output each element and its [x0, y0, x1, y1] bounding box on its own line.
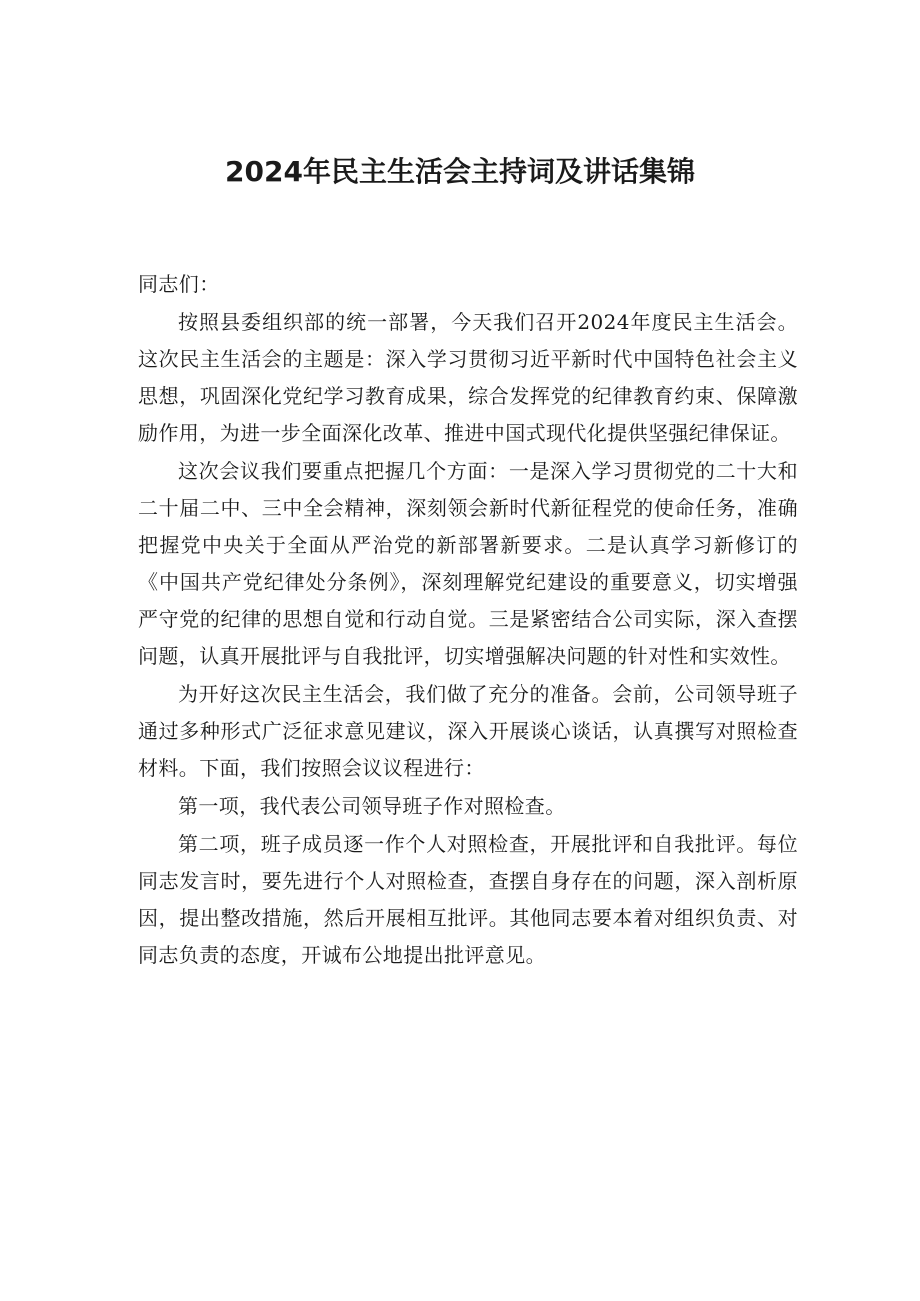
paragraph-key-points: 这次会议我们要重点把握几个方面：一是深入学习贯彻党的二十大和二十届二中、三中全会精神，深刻领会新时代新征程党的使命任务，准确把握党中央关于全面从严治党的新部署新要求。二是认真学习新修订的《中国共产党纪律处分条例》，深刻理解党纪建设的重要意义，切实增强严守党的纪律的思想自觉和行动自觉。三是紧密结合公司实际，深入查摆问题，认真开展批评与自我批评，切实增强解决问题的针对性和实效性。 — [138, 459, 798, 668]
salutation: 同志们： — [138, 272, 220, 296]
paragraph-meeting-theme: 按照县委组织部的统一部署，今天我们召开2024年度民主生活会。这次民主生活会的主题是：深入学习贯彻习近平新时代中国特色社会主义思想，巩固深化党纪学习教育成果，综合发挥党的纪律教育约束、保障激励作用，为进一步全面深化改革、推进中国式现代化提供坚强纪律保证。 — [138, 310, 798, 445]
paragraph-agenda-item-2: 第二项，班子成员逐一作个人对照检查，开展批评和自我批评。每位同志发言时，要先进行个人对照检查，查摆自身存在的问题，深入剖析原因，提出整改措施，然后开展相互批评。其他同志要本着对组织负责、对同志负责的态度，开诚布公地提出批评意见。 — [138, 832, 798, 967]
paragraph-agenda-item-1: 第一项，我代表公司领导班子作对照检查。 — [178, 794, 566, 818]
document-title: 2024年民主生活会主持词及讲话集锦 — [225, 155, 695, 188]
paragraph-preparation: 为开好这次民主生活会，我们做了充分的准备。会前，公司领导班子通过多种形式广泛征求意见建议，深入开展谈心谈话，认真撰写对照检查材料。下面，我们按照会议议程进行： — [138, 682, 798, 780]
document-body — [138, 266, 798, 975]
